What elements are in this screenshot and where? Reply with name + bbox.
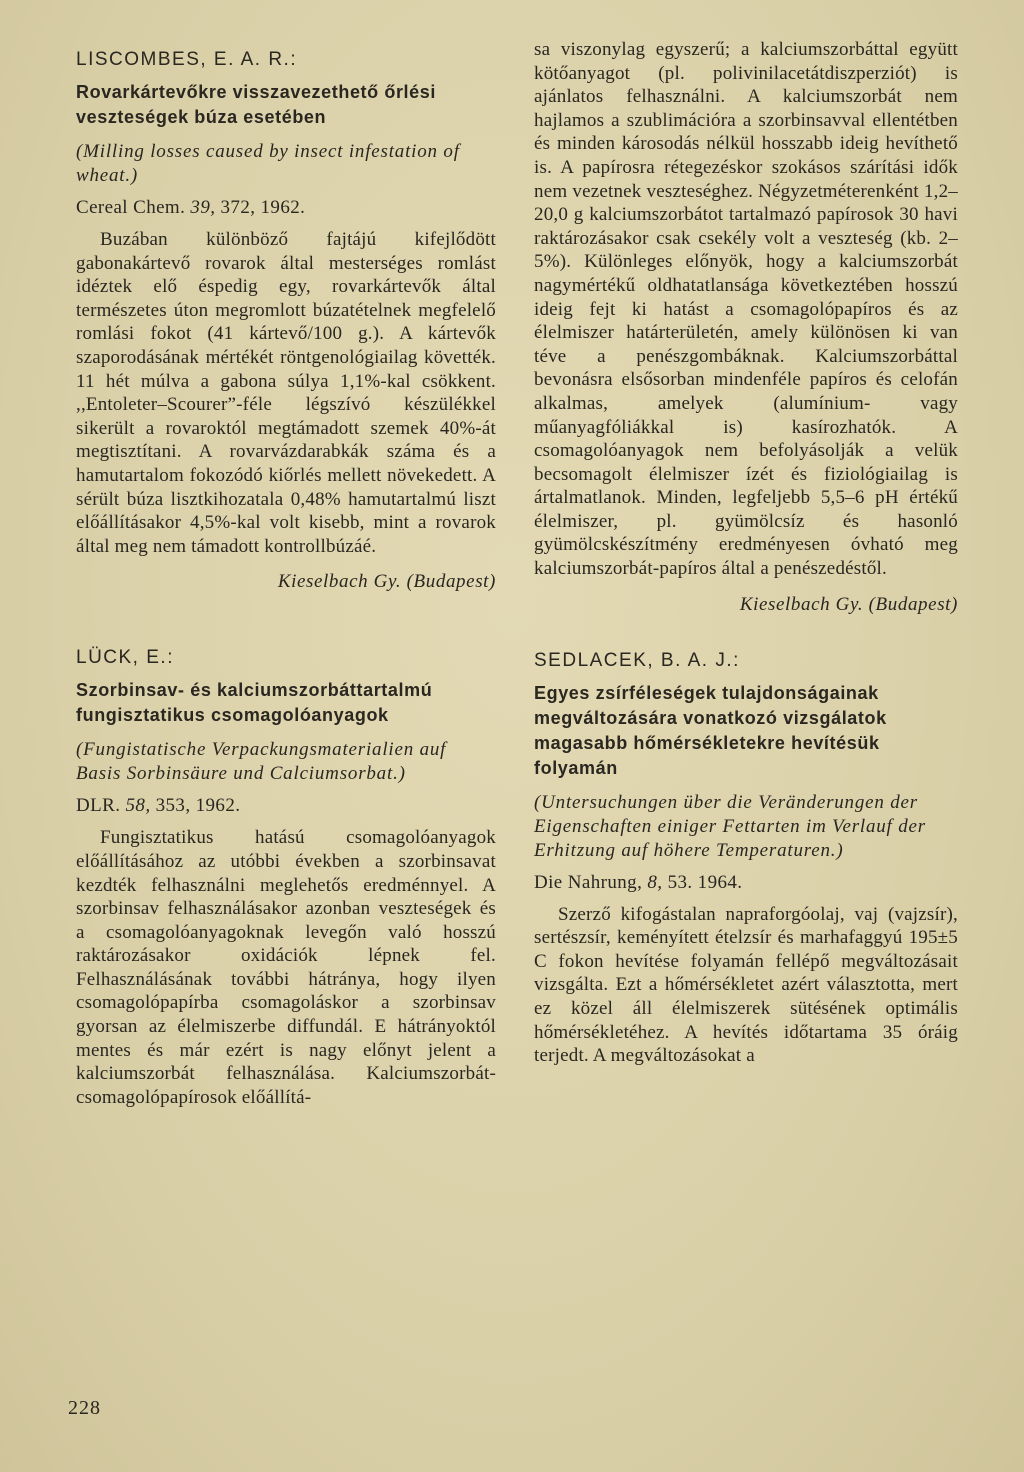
article-abstract: Fungisztatikus hatású csomagolóanyagok előállításához az utóbbi években a szorbinsavat kezdték felhasználni meglehetős eredménnyel. A szorbinsav felhasználásakor azonban veszteségek és a csomagolóanyagoknak levegőn való hosszú raktározásakor oxidációk lépnek fel. Felhasználásának további hátránya, hogy ilyen csomagolópapírba csomagoláskor a szorbinsav gyorsan az élelmiszerbe diffundál. E hátrányoktól mentes és már ezért is nagy előnyt jelent a kalciumszorbát felhasználása. Kalciumszorbát-csomagolópapírosok előállítá- [76,827,496,1108]
original-title: (Untersuchungen über die Veränderungen der Eigenschaften einiger Fettarten im Verlauf der Erhitzung auf höhere Temperaturen.) [534,791,926,861]
reviewer-signature: Kieselbach Gy. (Budapest) [277,571,496,593]
article-author: LÜCK, E.: [76,647,174,669]
reference-rest: 53. 1964. [662,871,743,893]
reference-rest: 372, 1962. [215,197,306,218]
reference-journal: DLR. [76,795,121,817]
reference-journal: Die Nahrung, [534,871,643,893]
reference-volume: 58, [125,795,151,817]
left-column [76,38,496,1109]
article-author: LISCOMBES, E. A. R.: [76,49,298,70]
article-abstract: Buzában különböző fajtájú kifejlődött gabonakártevő rovarok által mesterséges romlást idéztek elő éspedig egy, rovarkártevők által természetes úton megromlott búzatételnek megfelelő romlási fokot (41 kártevő/100 g.). A kártevők szaporodásának mértékét röntgenológiailag követték. 11 hét múlva a gabona súlya 1,1%-kal csökkent. ,,Entoleter–Scourer”-féle légszívó készülékkel sikerült a rovaroktól megtámadott szemek 40%-át megtisztítani. A rovarvázdarabkák száma és a hamutartalom fokozódó kiőrlés mellett növekedett. A sérült búza lisztkihozatala 0,48% hamutartalmú liszt előállításakor 4,5%-kal volt kisebb, mint a rovarok által meg nem támadott kontrollbúzáé. [76,229,496,557]
article-reference [76,794,496,818]
reviewer-signature: Kieselbach Gy. (Budapest) [739,593,958,615]
right-column [534,38,958,1068]
article-abstract-continued: sa viszonylag egyszerű; a kalciumszorbáttal együtt kötőanyagot (pl. polivinilacetátdiszperziót) is ajánlatos felhasználni. A kalciumszorbát nem hajlamos a szublimációra a szorbinsavval ellentétben és minden károsodás nélkül hosszabb ideig hevíthető is. A papírosra rétegezéskor szokásos szárítási idők nem vezetnek veszteséghez. Négyzetméterenként 1,2–20,0 g kalciumszorbátot tartalmazó papírosok 30 havi raktározásakor csak csekély volt a veszteség (kb. 2–5%). Különleges előnyök, hogy a kalciumszorbát nagymértékű oldhatatlansága következtében hosszú ideig fejt ki hatást a csomagolópapíros és az élelmiszer határterületén, amely különösen ki van téve a penészgombáknak. Kalciumszorbáttal bevonásra elsősorban mindenféle papíros és celofán alkalmas, amelyek (alumínium- vagy műanyagfóliákkal is) kasírozhatók. A csomagolóanyagok nem befolyásolják a velük becsomagolt élelmiszer ízét és fiziológiailag is ártalmatlanok. Minden, legfeljebb 5,5–6 pH értékű élelmiszer, pl. gyümölcsíz és hasonló gyümölcskészítmény eredményesen óvható meg kalciumszorbát-papíros által a penészedéstől. [534,39,958,580]
reference-rest: 353, 1962. [150,795,241,817]
article-title: Rovarkártevőkre visszavezethető őrlési veszteségek búza esetében [76,82,436,127]
reference-journal: Cereal Chem. [76,197,186,218]
original-title: (Fungistatische Verpackungsmaterialien auf Basis Sorbinsäure und Calciumsorbat.) [76,739,447,785]
original-title: (Milling losses caused by insect infestation of wheat.) [76,141,460,186]
page-number: 228 [68,1397,101,1419]
article-title: Szorbinsav- és kalciumszorbáttartalmú fungisztatikus csomagolóanyagok [76,680,433,726]
reference-volume: 8, [647,871,663,893]
article-reference [76,196,496,220]
article-reference [534,871,958,895]
article-author: SEDLACEK, B. A. J.: [534,649,740,671]
article-abstract: Szerző kifogástalan napraforgóolaj, vaj (vajzsír), sertészsír, keményített ételzsír és marhafaggyú 195±5 C fokon hevítése folyamán fellépő megváltozásait vizsgálta. Ezt a hőmérsékletet azért választotta, mert ez közel áll élelmiszerek sütésének optimális hőmérsékletéhez. A hevítés időtartama 35 óráig terjedt. A megváltozásokat a [534,903,958,1067]
article-title: Egyes zsírféleségek tulajdonságainak megváltozására vonatkozó vizsgálatok magasabb hőmérsékletekre hevítésük folyamán [534,682,887,778]
reference-volume: 39, [190,197,216,218]
